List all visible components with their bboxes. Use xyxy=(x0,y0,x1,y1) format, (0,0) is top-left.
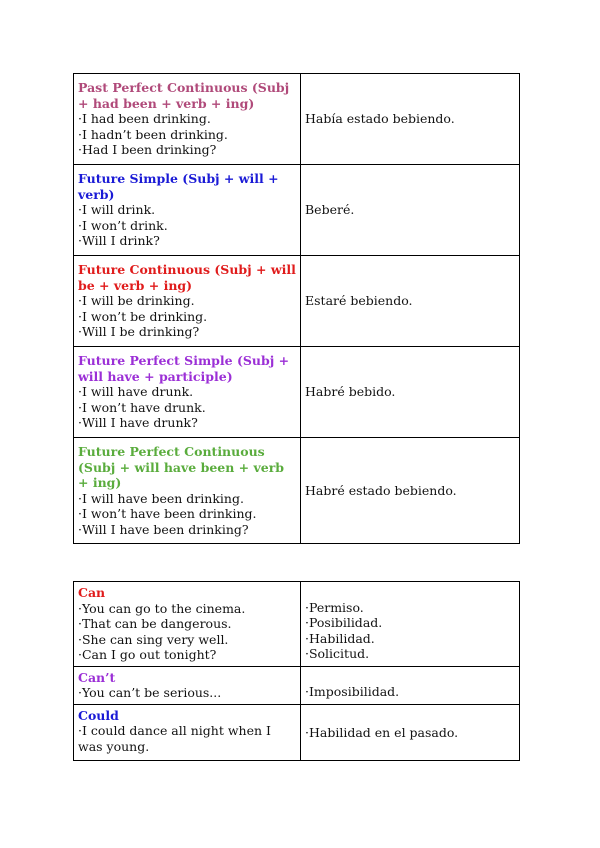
meaning-line: ·Imposibilidad. xyxy=(305,684,400,700)
translation-cell: Estaré bebiendo. xyxy=(301,256,520,347)
example-affirmative: ·I will have drunk. xyxy=(78,384,194,400)
example-line: ·You can go to the cinema. xyxy=(78,600,246,616)
example-affirmative: ·I will have been drinking. xyxy=(78,490,244,506)
translation-cell: Habré estado bebiendo. xyxy=(301,438,520,544)
tense-cell xyxy=(74,165,301,256)
modal-title: Can xyxy=(78,585,106,600)
meaning-line: ·Permiso. xyxy=(305,599,364,615)
tense-cell xyxy=(74,74,301,165)
example-affirmative: ·I had been drinking. xyxy=(78,111,211,127)
meaning-cell xyxy=(301,704,520,761)
meaning-line: ·Posibilidad. xyxy=(305,615,383,631)
modal-cell xyxy=(74,666,301,704)
table-row xyxy=(74,704,520,761)
translation-cell: Había estado bebiendo. xyxy=(301,74,520,165)
example-negative: ·I won’t be drinking. xyxy=(78,308,208,324)
modals-table xyxy=(73,581,520,761)
example-line: ·Can I go out tonight? xyxy=(78,647,217,662)
example-negative: ·I won’t have drunk. xyxy=(78,399,206,415)
tense-cell xyxy=(74,347,301,438)
modal-title: Could xyxy=(78,707,119,723)
example-question: ·Will I have drunk? xyxy=(78,415,198,431)
tense-cell xyxy=(74,438,301,544)
tense-title: Future Perfect Simple (Subj + will have + participle) xyxy=(78,353,290,384)
table-row xyxy=(74,438,520,544)
example-question: ·Will I drink? xyxy=(78,233,160,249)
example-question: ·Had I been drinking? xyxy=(78,142,217,158)
table-row xyxy=(74,666,520,704)
example-affirmative: ·I will drink. xyxy=(78,202,156,218)
table-row xyxy=(74,582,520,667)
tense-title: Past Perfect Continuous (Subj + had been + verb + ing) xyxy=(78,80,290,111)
tense-title: Future Simple (Subj + will + verb) xyxy=(78,171,279,202)
translation-cell: Beberé. xyxy=(301,165,520,256)
meaning-line: ·Habilidad. xyxy=(305,630,375,646)
meaning-cell xyxy=(301,666,520,704)
modal-title: Can’t xyxy=(78,669,116,685)
example-line: ·I could dance all night when I was young. xyxy=(78,723,271,754)
example-question: ·Will I have been drinking? xyxy=(78,521,249,537)
example-line: ·You can’t be serious... xyxy=(78,685,222,700)
translation-cell: Habré bebido. xyxy=(301,347,520,438)
example-affirmative: ·I will be drinking. xyxy=(78,293,195,309)
modal-cell xyxy=(74,704,301,761)
table-row xyxy=(74,347,520,438)
meaning-line: ·Solicitud. xyxy=(305,646,370,662)
table-row xyxy=(74,165,520,256)
example-negative: ·I won’t have been drinking. xyxy=(78,506,257,521)
tense-title: Future Perfect Continuous (Subj + will have been + verb + ing) xyxy=(78,444,285,490)
tense-cell xyxy=(74,256,301,347)
tenses-table xyxy=(73,73,520,544)
example-line: ·That can be dangerous. xyxy=(78,616,232,631)
modal-cell xyxy=(74,582,301,667)
meaning-cell xyxy=(301,582,520,667)
table-row xyxy=(74,74,520,165)
meaning-line: ·Habilidad en el pasado. xyxy=(305,724,459,740)
tense-title: Future Continuous (Subj + will be + verb + ing) xyxy=(78,262,296,293)
example-question: ·Will I be drinking? xyxy=(78,324,200,340)
example-negative: ·I hadn’t been drinking. xyxy=(78,126,228,142)
example-negative: ·I won’t drink. xyxy=(78,217,168,233)
table-row xyxy=(74,256,520,347)
example-line: ·She can sing very well. xyxy=(78,631,229,647)
